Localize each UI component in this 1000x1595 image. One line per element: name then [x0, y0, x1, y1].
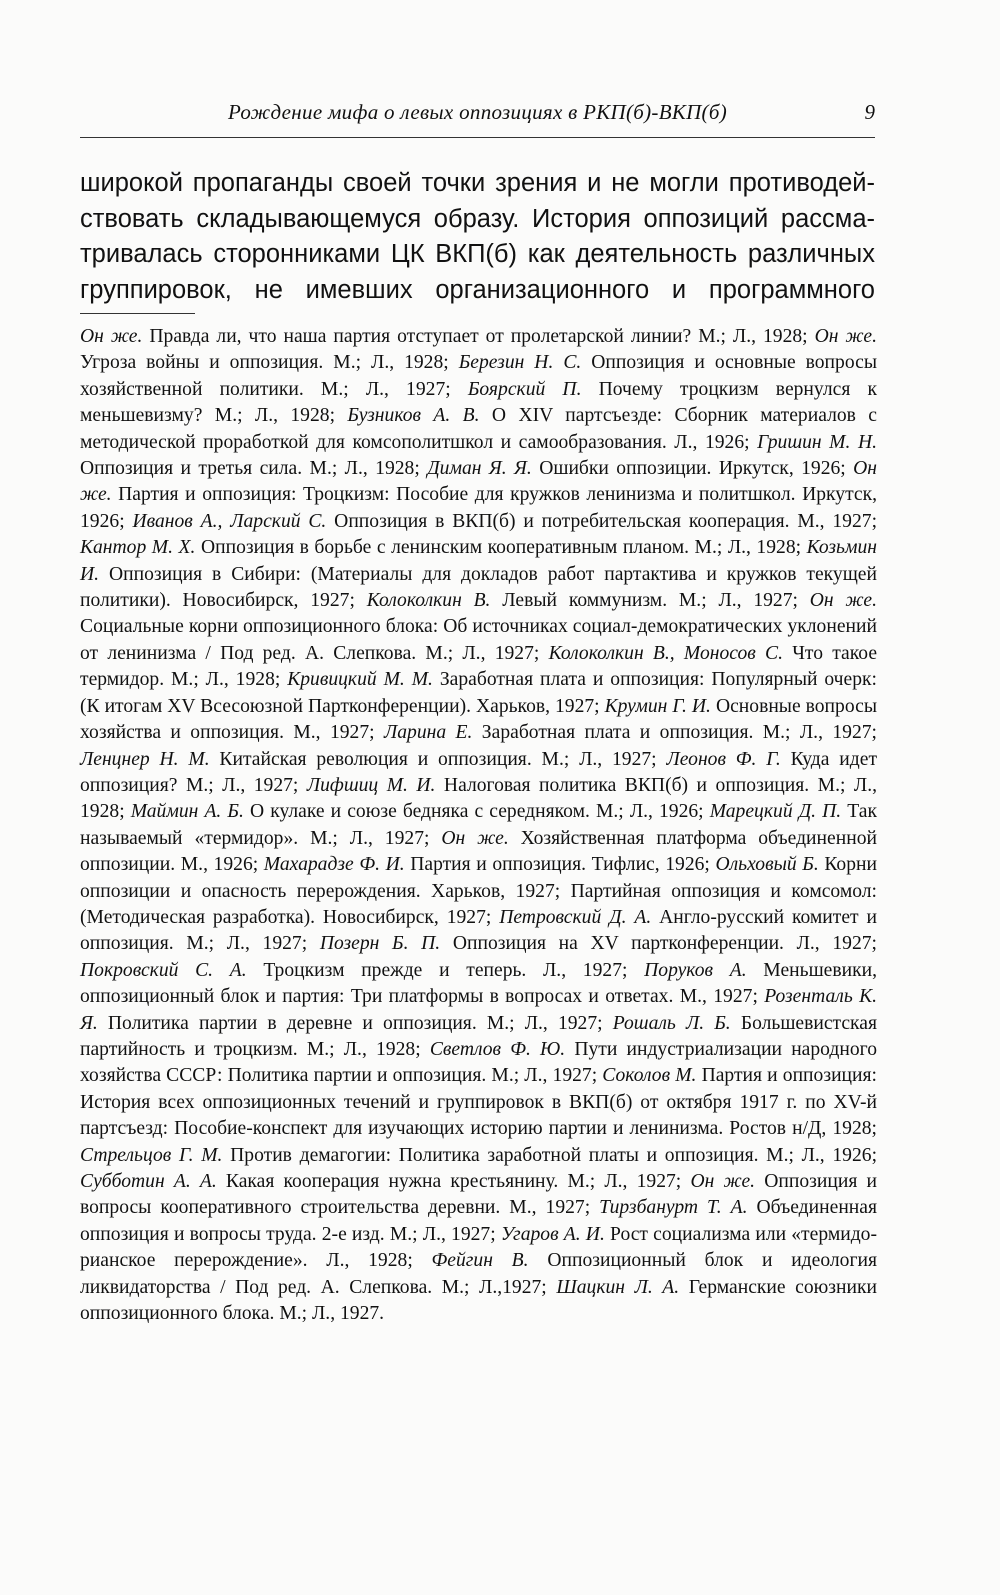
footnote-citation: О кулаке и союзе бедняка с середняком. М.; Л., 1926; [243, 801, 710, 823]
footnote-citation: Угроза войны и оппозиция. М.; Л., 1928; [80, 352, 459, 374]
footnote-citation: Ошибки оппозиции. Иркутск, 1926; [531, 458, 854, 480]
footnote-author: Крумин Г. И. [604, 695, 711, 717]
footnote-author: Он же. [690, 1171, 756, 1192]
footnote-citation: Оппозиция и основные вопросы хозяйственной политики. М.; Л., 1927; [80, 352, 877, 400]
footnote-author: Покровский С. А. [80, 959, 247, 981]
footnote-citation: О XIV партсъезде: Сборник материалов с методической проработкой для комсополитшкол и самообразования. Л., 1926; [80, 405, 877, 453]
footnote-citation: Против демагогии: Политика заработной платы и оппозиция. М.; Л., 1926; [222, 1144, 878, 1166]
footnote-citation: Германские союзники оппозиционного блока. М.; Л., 1927. [80, 1276, 877, 1325]
footnote-citation: Налоговая политика ВКП(б) и оппозиция. М.; Л., 1928; [80, 774, 877, 823]
footnote-author: Ленцнер Н. М. [80, 748, 210, 770]
footnote-author: Поруков А. [644, 959, 747, 981]
footnote-author: Гришин М. Н. [757, 431, 877, 453]
footnote-author: Соколов М. [602, 1065, 697, 1087]
footnote-author: Угаров А. И. [500, 1223, 605, 1245]
footnote-author: Позерн Б. П. [319, 933, 441, 955]
footnote-author: Маймин А. Б. [130, 801, 244, 823]
footnote-author: Он же. [441, 827, 509, 849]
footnote-author: Ольховый Б. [715, 854, 819, 876]
footnote-citation: Троцкизм прежде и теперь. Л., 1927; [246, 959, 645, 981]
footnote-author: Марецкий Д. П. [709, 801, 842, 823]
footnote [80, 324, 877, 1327]
footnote-author: Петровский Д. А. [499, 906, 652, 928]
footnote-citation: Заработная плата и оппозиция: Популярный очерк: (К итогам XV Всесоюзной Партконференции). Харьков, 1927; [80, 669, 877, 717]
footnote-citation: Оппозиция и вопросы кооперативного строительства деревни. М., 1927; [80, 1171, 877, 1219]
footnote-author: Фейгин В. [431, 1250, 529, 1272]
footnote-citation: Англо-русский комитет и оппозиция. М.; Л., 1927; [80, 906, 877, 955]
footnote-author: Шацкин Л. А. [556, 1276, 680, 1298]
footnote-citation: Большевистская партийность и троцкизм. М.; Л., 1928; [80, 1012, 877, 1060]
footnote-citation: Правда ли, что наша партия отступает от пролетарской линии? М.; Л., 1928; [142, 326, 815, 347]
footnote-author: Субботин А. А. [80, 1171, 217, 1192]
footnote-author: Он же. [809, 590, 877, 612]
footnote-citation: Основные вопросы хозяйства и оппозиция. М., 1927; [80, 695, 877, 744]
footnote-author: Кривицкий М. М. [287, 669, 433, 691]
footnote-citation: Рост социализма или «термидорианское перерождение». Л., 1928; [80, 1223, 877, 1272]
footnote-author: Он же. [80, 326, 143, 347]
running-title: Рождение мифа о левых оппозициях в РКП(б)-ВКП(б) [228, 100, 727, 124]
footnote-citation: Партия и оппозиция: Троцкизм: Пособие для кружков ленинизма и политшкол. Иркутск, 1926; [80, 484, 877, 532]
page-number: 9 [864, 100, 875, 124]
main-text-line: ствовать складывающемуся образу. История оппозиций рассма- [80, 204, 875, 233]
footnote-author: Козьмин И. [80, 537, 877, 585]
footnote-citation: Партия и оппозиция. Тифлис, 1926; [404, 854, 716, 876]
footnote-citation: Оппозиция в Сибири: (Материалы для докладов работ партактива и кружков текущей политики). Новосибирск, 1927; [80, 563, 877, 612]
main-text-line: широкой пропаганды своей точки зрения и не могли противодей- [80, 169, 875, 197]
footnote-author: Ларина Е. [383, 722, 473, 744]
main-text [80, 166, 875, 308]
footnote-author: Колоколкин В., Моносов С. [548, 642, 783, 664]
footnote-citation: Корни оппозиции и опасность перерождения. Харьков, 1927; Партийная оппозиция и комсомол: (Методическая разработка). Новосибирск, 1927; [80, 854, 877, 928]
footnote-citation: Что такое термидор. М.; Л., 1928; [80, 642, 878, 691]
footnote-author: Стрельцов Г. М. [80, 1144, 223, 1166]
footnote-author: Диман Я. Я. [427, 458, 532, 480]
footnote-author: Махарадзе Ф. И. [263, 854, 405, 876]
footnote-citation: Хозяйственная платформа объединенной оппозиции. М., 1926; [80, 827, 877, 876]
footnote-citation: Почему троцкизм вернулся к меньшевизму? М.; Л., 1928; [80, 378, 877, 427]
footnote-citation: Оппозиционный блок и идеология ликвидаторства / Под ред. А. Слепкова. М.; Л.,1927; [80, 1250, 877, 1298]
footnote-citation: Оппозиция в борьбе с ленинским кооперативным планом. М.; Л., 1928; [195, 537, 807, 559]
footnote-citation: Социальные корни оппозиционного блока: Об источниках социал-демократических уклонений от ленинизма / Под ред. А. Слепкова. М.; Л., 1927; [80, 616, 877, 664]
running-head [80, 97, 875, 138]
footnote-author: Иванов А., Ларский С. [132, 510, 327, 532]
footnote-citation: Партия и оппозиция: История всех оппозиционных течений и группировок в ВКП(б) от октября 1917 г. по XV-й партсъезд: Пособие-конспект для изучающих историю партии и ленинизма. Ростов н/Д, 1928; [80, 1065, 877, 1140]
footnote-author: Кантор М. Х. [80, 537, 196, 559]
footnote-author: Тирзбанурт Т. А. [599, 1197, 748, 1219]
footnote-citation: Объединенная оппозиция и вопросы труда. 2-е изд. М.; Л., 1927; [80, 1197, 877, 1245]
footnote-citation: Китайская революция и оппозиция. М.; Л., 1927; [209, 748, 667, 770]
footnote-author: Он же. [814, 326, 877, 347]
main-text-line: группировок, не имевших организационного и программного [80, 275, 875, 304]
footnote-citation: Куда идет оппозиция? М.; Л., 1927; [80, 748, 878, 796]
footnote-citation: Политика партии в деревне и оппозиция. М.; Л., 1927; [97, 1012, 613, 1034]
footnote-author: Светлов Ф. Ю. [429, 1038, 566, 1060]
footnote-citation: Оппозиция и третья сила. М.; Л., 1928; [80, 458, 428, 480]
footnote-author: Колоколкин В. [366, 590, 491, 612]
footnote-citation: Оппозиция на XV партконференции. Л., 1927; [440, 933, 878, 955]
footnote-author: Боярский П. [467, 378, 582, 400]
footnote-citation: Меньшевики, оппозиционный блок и партия: Три платформы в вопросах и ответах. М., 1927; [80, 959, 877, 1008]
footnote-author: Рошаль Л. Б. [612, 1012, 731, 1034]
footnote-separator [80, 313, 195, 314]
footnote-author: Лифшиц М. И. [306, 774, 436, 796]
footnote-citation: Так называемый «термидор». М.; Л., 1927; [80, 801, 877, 849]
footnote-citation: Оппозиция в ВКП(б) и потребительская кооперация. М., 1927; [326, 510, 878, 532]
footnote-citation: Какая кооперация нужна крестьянину. М.; Л., 1927; [216, 1171, 691, 1192]
footnote-citation: Заработная плата и оппозиция. М.; Л., 1927; [472, 722, 877, 744]
footnote-author: Он же. [80, 458, 878, 506]
footnote-author: Розенталь К. Я. [80, 986, 877, 1034]
footnote-author: Леонов Ф. Г. [666, 748, 781, 770]
footnote-citation: Левый коммунизм. М.; Л., 1927; [490, 590, 810, 612]
footnote-author: Бузников А. В. [347, 405, 480, 427]
footnote-author: Березин Н. С. [458, 352, 582, 374]
main-text-line: тривалась сторонниками ЦК ВКП(б) как деятельность различных [80, 240, 875, 268]
footnote-citation: Пути индустриализации народного хозяйства СССР: Политика партии и оппозиция. М.; Л., 1927; [80, 1038, 878, 1087]
